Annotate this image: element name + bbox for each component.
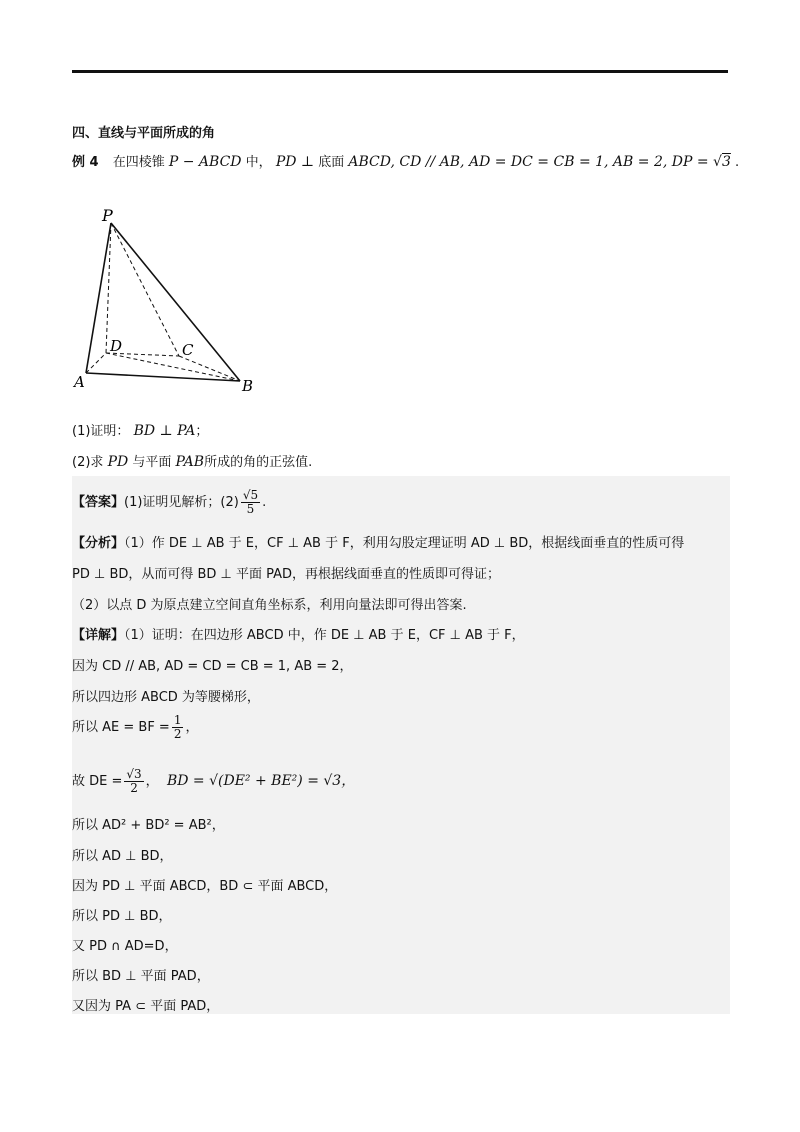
question-2: [72, 451, 312, 470]
answer-text: (1)证明见解析；(2): [124, 495, 239, 510]
edge-PA: [86, 223, 111, 373]
label-C: C: [182, 341, 194, 359]
q2-suffix: 所成的角的正弦值.: [204, 455, 313, 470]
q2-prefix: (2)求: [72, 455, 104, 470]
analysis-label: 【分析】: [72, 536, 125, 551]
q2-middle: 与平面: [132, 455, 172, 470]
example-text-4: .: [735, 155, 740, 170]
detail-line-5: 故 DE = $\frac{√3}{2}$ ， BD = √(DE² + BE²) = √3，: [72, 767, 356, 795]
edge-PB: [111, 223, 240, 381]
example-text-2: 中，: [245, 155, 272, 170]
fraction-root3-over-2: $\frac{√3}{2}$: [126, 767, 142, 795]
example-math-1: P − ABCD: [168, 154, 242, 170]
q1-prefix: (1)证明：: [72, 424, 130, 439]
example-math-3: ABCD, CD // AB, AD = DC = CB = 1, AB = 2, DP =: [348, 154, 714, 170]
fraction-one-half: $\frac{1}{2}$: [173, 713, 182, 741]
detail-line-10: 又 PD ∩ AD=D，: [72, 939, 178, 954]
q1-suffix: ；: [195, 424, 209, 439]
label-D: D: [110, 337, 123, 355]
detail-line-4: 所以 AE = BF = $\frac{1}{2}$ ，: [72, 713, 199, 741]
pyramid-diagram: [72, 205, 272, 400]
detail-line-3: 所以四边形 ABCD 为等腰梯形，: [72, 690, 260, 705]
label-B: B: [242, 377, 254, 395]
pyramid-figure: [72, 205, 272, 400]
section-title: 四、直线与平面所成的角: [72, 126, 216, 141]
label-A: A: [74, 373, 85, 391]
solution-panel: [72, 476, 730, 1014]
answer-line: 【答案】(1)证明见解析；(2) $\frac{√5}{5}$ .: [72, 488, 267, 516]
detail-line-11: 所以 BD ⊥ 平面 PAD，: [72, 969, 210, 984]
q1-math: BD ⊥ PA: [133, 423, 196, 439]
detail-line-7: 所以 AD ⊥ BD，: [72, 849, 173, 864]
detail-line-12: 又因为 PA ⊂ 平面 PAD，: [72, 999, 220, 1014]
q2-math-1: PD: [107, 454, 129, 470]
detail-line-8: 因为 PD ⊥ 平面 ABCD，BD ⊂ 平面 ABCD，: [72, 879, 338, 894]
label-P: P: [102, 206, 113, 225]
detail-line-1: 【详解】（1）证明：在四边形 ABCD 中，作 DE ⊥ AB 于 E，CF ⊥ AB 于 F，: [72, 628, 525, 643]
analysis-line-1: 【分析】（1）作 DE ⊥ AB 于 E，CF ⊥ AB 于 F，利用勾股定理证明 AD ⊥ BD，根据线面垂直的性质可得: [72, 536, 685, 551]
analysis-line-3: （2）以点 D 为原点建立空间直角坐标系，利用向量法即可得出答案.: [72, 598, 467, 613]
edge-CB: [179, 356, 240, 381]
analysis-line-2: PD ⊥ BD，从而可得 BD ⊥ 平面 PAD，再根据线面垂直的性质即可得证；: [72, 567, 501, 582]
detail-label: 【详解】: [72, 628, 125, 643]
example-text-3: 底面: [318, 155, 345, 170]
answer-label: 【答案】: [72, 495, 125, 510]
header-rule: [72, 70, 728, 73]
detail-line-2: 因为 CD // AB, AD = CD = CB = 1, AB = 2，: [72, 659, 353, 674]
detail-line-9: 所以 PD ⊥ BD，: [72, 909, 172, 924]
example-statement: 例 4 在四棱锥 P − ABCD 中， PD ⊥ 底面 ABCD, CD // AB, AD = DC = CB = 1, AB = 2, DP = √3 .: [72, 154, 740, 170]
example-math-2: PD ⊥: [275, 154, 315, 170]
question-1: [72, 420, 208, 439]
detail-line-6: 所以 AD² + BD² = AB²，: [72, 818, 225, 833]
edge-AB: [86, 373, 240, 381]
example-text-1: 在四棱锥: [112, 155, 165, 170]
answer-fraction: $\frac{√5}{5}$: [242, 488, 259, 516]
example-label: 例 4: [72, 155, 99, 170]
example-math-radicand: 3: [721, 154, 731, 170]
q2-math-2: PAB: [175, 454, 205, 470]
